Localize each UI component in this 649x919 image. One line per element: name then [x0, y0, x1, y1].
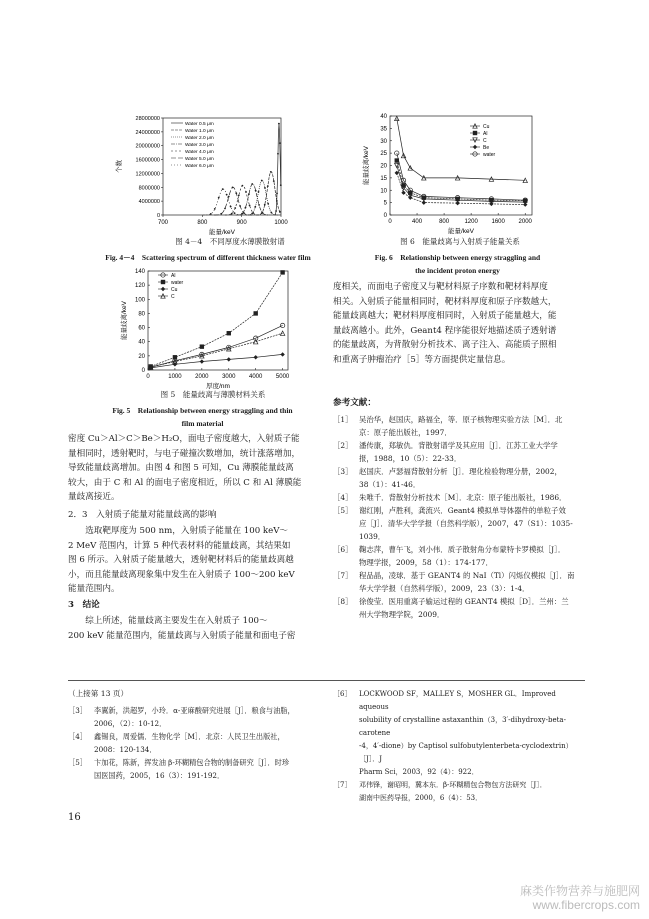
divider [68, 680, 585, 681]
y-tick-label: 0 [141, 368, 145, 374]
series-point [270, 212, 272, 214]
series-point [210, 213, 212, 215]
reference-line: LOCKWOOD SF，MALLEY S，MOSHER GL．Improved aqueous [359, 690, 556, 711]
y-tick-label: 60 [138, 325, 145, 332]
series-point [228, 196, 230, 198]
y-tick-label: 20 [380, 163, 387, 170]
bottom-references-left [68, 704, 318, 782]
data-point [253, 355, 257, 359]
reference-line: 京：原子能出版社，1997． [359, 428, 452, 437]
reference-text [359, 779, 585, 805]
bottom-references-right [333, 688, 585, 805]
legend-label: Al [483, 131, 488, 137]
reference-line: 应［J］．清华大学学报（自然科学版），2007，47（S1）：1035- [359, 519, 573, 528]
series-point [270, 171, 272, 173]
reference-number: ［3］ [68, 706, 87, 715]
x-tick-label: 1000 [168, 374, 182, 380]
x-tick-label: 700 [157, 220, 169, 226]
right-paragraph [333, 280, 585, 367]
x-tick-label: 0 [388, 219, 392, 225]
series-line-1 [397, 161, 525, 201]
x-axis-label: 能量/keV [208, 229, 236, 236]
reference-text [359, 491, 585, 504]
reference-line: 朱唯千．背散射分析技术［M］．北京：原子能出版社，1986． [359, 493, 567, 502]
series-point [234, 207, 236, 209]
fig4-4-caption-zh: 图 4－4 不同厚度水薄膜散射谱 [175, 237, 285, 246]
y-tick-label: 24000000 [135, 129, 160, 136]
text-line: 度相关，而面电子密度又与靶材料原子序数和靶材料厚度 [333, 282, 548, 292]
reference-number: ［8］ [333, 597, 353, 606]
reference-text [359, 504, 585, 543]
y-axis-label: 个数 [116, 160, 123, 173]
reference-text [359, 688, 585, 779]
data-point [455, 201, 459, 205]
series-point [249, 205, 251, 207]
series-line-3 [397, 173, 525, 205]
reference-line: 2006，（2）：10-12． [94, 719, 167, 728]
reference-line: 州大学物理学院，2009． [359, 610, 445, 619]
data-point [523, 202, 527, 206]
legend-label: Water 5.0 μm [185, 157, 214, 162]
series-point [264, 187, 266, 189]
data-point [200, 344, 204, 348]
x-tick-label: 800 [197, 220, 208, 226]
series-point [234, 212, 236, 214]
series-line-0 [151, 325, 283, 367]
reference-line: 邓伟锋，谢昭明，冀本东．β-环糊精包合物包方法研究［J］． [359, 781, 547, 789]
reference-line: 鑫锡良，周爱儒．生物化学［M］．北京：人民卫生出版社， [94, 732, 285, 741]
series-point [276, 200, 278, 202]
data-point [200, 359, 204, 363]
reference-item [333, 569, 585, 595]
series-point [267, 203, 269, 205]
text-line: 图 6 所示。入射质子能量越大，透射靶材料后的能量歧离越 [68, 555, 294, 565]
series-point [243, 212, 245, 214]
text-line: 的能量歧离，为背散射分析技术、离子注入、高能质子照相 [333, 340, 557, 350]
reference-text [94, 704, 318, 730]
x-tick-label: 800 [439, 219, 450, 225]
x-tick-label: 2000 [195, 374, 209, 380]
series-point [245, 191, 247, 193]
reference-line: solubility of crystalline astaxanthin（3，3′-dihydroxy-beta-carotene [359, 716, 566, 737]
legend-label: Water 4.0 μm [185, 150, 214, 155]
reference-line: 卞加花，陈新，挥发油 β-环糊精包合物的制备研究［J］．时珍 [94, 758, 290, 767]
fig5-caption-en-1: Fig. 5 Relationship between energy straggling and thin [112, 406, 293, 415]
reference-number: ［7］ [333, 781, 352, 789]
series-point [279, 211, 281, 213]
series-point [238, 194, 240, 196]
reference-number: ［4］ [68, 732, 87, 741]
text-line: 选取靶厚度为 500 nm，入射质子能量在 100 keV～ [85, 526, 289, 536]
reference-line: 1039． [359, 532, 386, 541]
y-tick-label: 0 [156, 213, 160, 219]
text-line: 密度 Cu＞Al＞C＞Be＞H₂O，面电子密度越大，入射质子能 [68, 434, 300, 444]
fig6-caption-en-2: the incident proton energy [415, 266, 500, 275]
series-point [254, 206, 256, 208]
continued-note: （上接第 13 页） [68, 689, 129, 698]
series-point [220, 213, 222, 215]
y-tick-label: 40 [138, 339, 145, 346]
series-point [267, 185, 269, 187]
reference-text [359, 543, 585, 569]
legend-label: Water 0.5 μm [185, 122, 214, 127]
reference-item [333, 413, 585, 439]
data-point [280, 331, 284, 335]
reference-number: ［7］ [333, 571, 353, 580]
reference-line: 赵国庆．卢瑟福背散射分析［J］．理化检验物理分册，2002， [359, 467, 562, 476]
data-point [280, 352, 284, 356]
series-point [279, 142, 281, 144]
fig5-caption-zh: 图 5 能量歧离与薄膜材料关系 [160, 390, 266, 399]
series-point [277, 153, 279, 155]
reference-number: ［1］ [333, 415, 353, 424]
legend-label: Water 2.0 μm [185, 136, 214, 141]
series-point [245, 207, 247, 209]
reference-item [333, 491, 585, 504]
x-tick-label: 400 [412, 219, 423, 225]
series-point [273, 180, 275, 182]
references-heading: 参考文献： [333, 398, 376, 408]
text-line: 量歧离接近。 [68, 492, 120, 502]
series-point [255, 190, 257, 192]
legend-label: Water 3.0 μm [185, 143, 214, 148]
legend-label: Cu [483, 124, 490, 130]
data-point [422, 200, 426, 204]
text-line: 导致能量歧离增加。由图 4 和图 5 可知，Cu 薄膜能量歧离 [68, 463, 294, 473]
reference-item [68, 756, 318, 782]
left-paragraph-1 [68, 432, 320, 505]
section-3-heading: 3 结论 [68, 600, 100, 610]
reference-line: 物理学报，2009，58（1）：174-177． [359, 558, 493, 567]
reference-item [68, 704, 318, 730]
series-point [248, 193, 250, 195]
legend-label: Al [171, 273, 176, 279]
text-line: 量歧离越小。此外，Geant4 程序能很好地描述质子透射谱 [333, 325, 557, 336]
y-tick-label: 80 [138, 311, 145, 318]
series-point [230, 206, 232, 208]
reference-line: 潘传康，郑敏仇．背散射谱学及其应用［J］．江苏工业大学学 [359, 441, 558, 450]
reference-text [94, 730, 318, 756]
reference-number: ［2］ [333, 441, 353, 450]
reference-line: 华大学学报（自然科学版），2009，23（3）：1-4． [359, 584, 530, 593]
y-tick-label: 10 [380, 188, 387, 195]
series-point [235, 192, 237, 194]
text-line: 200 keV 能量范围内，能量歧离与入射质子能量和面电子密 [68, 630, 296, 641]
legend-label: Water 1.0 μm [185, 129, 214, 134]
fig5-chart [108, 265, 298, 390]
legend-label: C [171, 294, 175, 300]
fig4-4-chart [115, 112, 290, 237]
fig6-caption-zh: 图 6 能量歧离与入射质子能量关系 [400, 237, 520, 246]
y-tick-label: 4000000 [138, 199, 160, 206]
reference-number: ［4］ [333, 493, 353, 502]
y-tick-label: 35 [380, 126, 387, 133]
series-point [275, 210, 277, 212]
fig5-caption-en-2: film material [181, 419, 224, 428]
series-point [241, 185, 243, 187]
reference-line: 38（1）：41-46． [359, 480, 421, 489]
reference-item [333, 688, 585, 779]
reference-line: 报，1988，10（5）：22-33． [359, 454, 462, 463]
y-tick-label: 40 [380, 114, 387, 120]
y-tick-label: 28000000 [135, 116, 160, 122]
left-paragraph-3 [68, 614, 320, 643]
series-point [231, 213, 233, 215]
series-point [222, 188, 224, 190]
watermark: 麻类作物营养与施肥网 www.fibercrops.com [519, 884, 640, 912]
series-point [226, 194, 228, 196]
page-number: 16 [68, 812, 81, 823]
reference-line: 徐俊莹．医用重离子输运过程的 GEANT4 模拟［D］．兰州：兰 [359, 597, 569, 606]
fig6-caption-en-1: Fig. 6 Relationship between energy straggling and [374, 253, 541, 262]
legend-label: Cu [171, 287, 178, 293]
y-tick-label: 0 [383, 213, 387, 219]
y-tick-label: 20000000 [135, 143, 160, 150]
reference-number: ［3］ [333, 467, 353, 476]
x-tick-label: 1000 [274, 220, 288, 226]
series-point [264, 204, 266, 206]
legend-label: water [171, 280, 184, 286]
reference-line: Pharm Sci，2003，92（4）：922． [359, 768, 479, 776]
reference-line: 鞠志萍，曹午飞，刘小伟．质子散射角分布蒙特卡罗模拟［J］． [359, 545, 566, 554]
legend-marker [473, 145, 477, 149]
reference-number: ［5］ [68, 758, 87, 767]
reference-line: 吴治华，赵国庆，路福全，等．原子核物理实验方法［M］．北 [359, 415, 563, 424]
text-line: 综上所述，能量歧离主要发生在入射质子 100～ [85, 616, 268, 626]
reference-line: 谢红刚，卢胜利，龚流兴．Geant4 模拟单导体器件的单粒子效 [359, 506, 566, 515]
series-point [252, 212, 254, 214]
series-point [251, 183, 253, 185]
reference-item [333, 439, 585, 465]
series-point [214, 208, 216, 210]
reference-text [359, 413, 585, 439]
reference-item [333, 504, 585, 543]
reference-line: 程品晶，凌球．基于 GEANT4 的 NaI（Tl）闪烁仪模拟［J］．南 [359, 571, 575, 580]
reference-number: ［6］ [333, 690, 352, 698]
reference-text [94, 756, 318, 782]
text-line: 量相同时，透射靶时，与电子碰撞次数增加，统计涨落增加， [68, 448, 301, 459]
x-axis-label: 厚度/nm [206, 383, 230, 390]
data-point [227, 331, 231, 335]
reference-text [359, 569, 585, 595]
legend-marker [473, 131, 477, 135]
y-tick-label: 15 [380, 175, 387, 182]
y-tick-label: 30 [380, 138, 387, 145]
series-point [258, 204, 260, 206]
y-tick-label: 8000000 [138, 185, 160, 192]
reference-item [333, 779, 585, 805]
series-line-4 [397, 153, 525, 200]
reference-item [333, 595, 585, 621]
y-tick-label: 5 [383, 200, 387, 207]
legend-marker [161, 287, 165, 291]
data-point [253, 311, 257, 315]
text-line: 小，而且能量歧离现象集中发生在入射质子 100～200 keV [68, 569, 295, 580]
reference-line: 李翼新，洪超罗，小玲．α-亚麻酸研究进展［J］．粮食与油脂， [94, 706, 295, 715]
text-line: 和重离子肿瘤治疗［5］等方面提供定量信息。 [333, 354, 511, 365]
series-line-2 [151, 354, 283, 368]
series-point [239, 205, 241, 207]
text-line: 能量歧离越大；靶材料厚度相同时，入射质子能量越大，能 [333, 311, 557, 321]
series-point [258, 191, 260, 193]
left-paragraph-2 [68, 524, 320, 597]
y-tick-label: 16000000 [135, 157, 160, 164]
reference-number: ［5］ [333, 506, 353, 515]
legend-label: Be [483, 145, 490, 151]
reference-item [333, 543, 585, 569]
legend-label: Water 6.0 μm [185, 164, 214, 169]
series-point [241, 213, 243, 215]
legend-label: water [483, 152, 496, 158]
reference-text [359, 595, 585, 621]
x-tick-label: 5000 [275, 374, 290, 380]
fig4-4-caption-en: Fig. 4－4 Scattering spectrum of different thickness water film [105, 253, 311, 262]
series-point [232, 187, 234, 189]
x-tick-label: 3000 [222, 374, 236, 380]
data-point [280, 270, 284, 274]
y-axis-label: 能量歧离/keV [121, 300, 128, 341]
series-line-0 [397, 119, 525, 181]
reference-line: 国医国药，2005，16（3）：191-192． [94, 771, 225, 780]
series-point [261, 180, 263, 182]
series-point [280, 184, 282, 186]
x-tick-label: 900 [236, 220, 247, 226]
series-line-2 [397, 166, 525, 203]
series-point [262, 212, 264, 214]
series-point [218, 197, 220, 199]
text-line: 能量范围内。 [68, 584, 120, 594]
y-tick-label: 20 [138, 353, 145, 360]
series-point [278, 123, 280, 125]
x-axis-label: 能量/keV [447, 228, 475, 235]
reference-text [359, 465, 585, 491]
fig6-chart [360, 110, 540, 235]
y-tick-label: 140 [134, 269, 145, 275]
reference-line: 湖南中医药导报，2000，6（4）：53． [359, 794, 483, 802]
y-tick-label: 25 [380, 151, 387, 158]
text-line: 较大，由于 C 和 Al 的面电子密度相近，所以 C 和 Al 薄膜能 [68, 477, 302, 488]
legend-label: C [483, 138, 487, 144]
series-point [276, 192, 278, 194]
reference-text [359, 439, 585, 465]
plot-frame [163, 118, 281, 215]
x-tick-label: 1600 [491, 219, 505, 225]
section-2-3-heading: 2．3 入射质子能量对能量歧离的影响 [68, 510, 217, 520]
legend-marker [161, 280, 165, 284]
x-tick-label: 4000 [249, 374, 263, 380]
data-point [401, 191, 405, 195]
data-point [227, 357, 231, 361]
x-tick-label: 0 [146, 374, 150, 380]
x-tick-label: 1200 [464, 219, 478, 225]
y-axis-label: 能量歧离/keV [363, 145, 370, 186]
text-line: 2 MeV 范围内，计算 5 种代表材料的能量歧离，其结果如 [68, 540, 291, 551]
plot-frame [148, 271, 288, 370]
text-line: 相关。入射质子能量相同时，靶材料厚度和原子序数越大， [333, 296, 557, 307]
reference-item [68, 730, 318, 756]
y-tick-label: 12000000 [135, 171, 160, 178]
x-tick-label: 2000 [518, 219, 532, 225]
reference-item [333, 465, 585, 491]
series-point [224, 208, 226, 210]
y-tick-label: 120 [134, 283, 145, 290]
reference-line: -4，4′-dione）by Captisol sulfobutylenterbeta-cyclodextrin）［J］．J [359, 742, 573, 763]
references-list [333, 413, 585, 621]
reference-line: 2008：120-134． [94, 745, 157, 754]
y-tick-label: 100 [134, 297, 145, 304]
reference-number: ［6］ [333, 545, 353, 554]
